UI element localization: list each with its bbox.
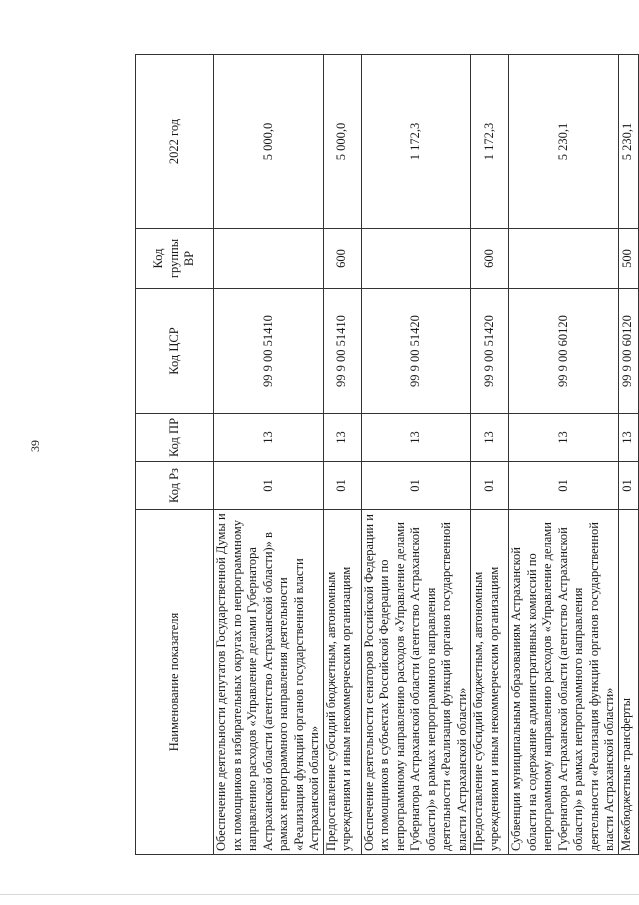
row-name: Предоставление субсидий бюджетным, автономным учреждениям и иным некоммерческим организациям [471,510,509,855]
row-value: 5 230,1 [618,55,638,229]
row-pr: 13 [214,414,324,462]
table-row [471,55,509,855]
row-name: Субвенции муниципальным образованиям Астраханской области на содержание административных комиссий по непрограммному направлению расходов «Управление делами Губернатора Астраханской области (агентство Астраханской области)» в рамках непрограммного направления деятельности «Реализация функций органов государственной власти Астраханской области» [509,510,619,855]
table-row [361,55,471,855]
row-rz: 01 [214,462,324,510]
header-pr: Код ПР [136,414,214,462]
row-rz: 01 [509,462,619,510]
row-vr: 600 [323,229,361,289]
row-vr [214,229,324,289]
row-vr [361,229,471,289]
row-csr: 99 9 00 60120 [509,289,619,414]
row-vr [509,229,619,289]
row-csr: 99 9 00 51420 [361,289,471,414]
header-rz: Код Рз [136,462,214,510]
budget-table [135,54,639,855]
table-row [618,55,638,855]
row-value: 5 000,0 [323,55,361,229]
row-name: Обеспечение деятельности депутатов Государственной Думы и их помощников в избирательных округах по непрограммному направлению расходов «Управление делами Губернатора Астраханской области (агентство Астраханской области)» в рамках непрограммного направления деятельности «Реализация функций органов государственной власти Астраханской области» [214,510,324,855]
scan-edge-line [0,894,639,895]
row-value: 1 172,3 [361,55,471,229]
row-pr: 13 [509,414,619,462]
row-value: 1 172,3 [471,55,509,229]
row-name: Межбюджетные трансферты [618,510,638,855]
row-rz: 01 [323,462,361,510]
budget-table-rotated [135,55,639,855]
row-csr: 99 9 00 51410 [323,289,361,414]
table-row [509,55,619,855]
row-value: 5 000,0 [214,55,324,229]
header-row [136,55,214,855]
row-vr: 500 [618,229,638,289]
row-pr: 13 [471,414,509,462]
header-year: 2022 год [136,55,214,229]
row-vr: 600 [471,229,509,289]
row-csr: 99 9 00 51420 [471,289,509,414]
row-pr: 13 [618,414,638,462]
table-row [323,55,361,855]
row-value: 5 230,1 [509,55,619,229]
row-pr: 13 [361,414,471,462]
row-rz: 01 [361,462,471,510]
table-row [214,55,324,855]
row-csr: 99 9 00 60120 [618,289,638,414]
row-rz: 01 [618,462,638,510]
row-name: Обеспечение деятельности сенаторов Российской Федерации и их помощников в субъектах Российской Федерации по непрограммному направлению расходов «Управление делами Губернатора Астраханской области (агентство Астраханской области)» в рамках непрограммного направления деятельности «Реализация функций органов государственной власти Астраханской области» [361,510,471,855]
page-number: 39 [28,440,42,452]
header-vr: Код группы ВР [136,229,214,289]
header-name: Наименование показателя [136,510,214,855]
row-csr: 99 9 00 51410 [214,289,324,414]
row-pr: 13 [323,414,361,462]
row-rz: 01 [471,462,509,510]
row-name: Предоставление субсидий бюджетным, автономным учреждениям и иным некоммерческим организациям [323,510,361,855]
header-csr: Код ЦСР [136,289,214,414]
